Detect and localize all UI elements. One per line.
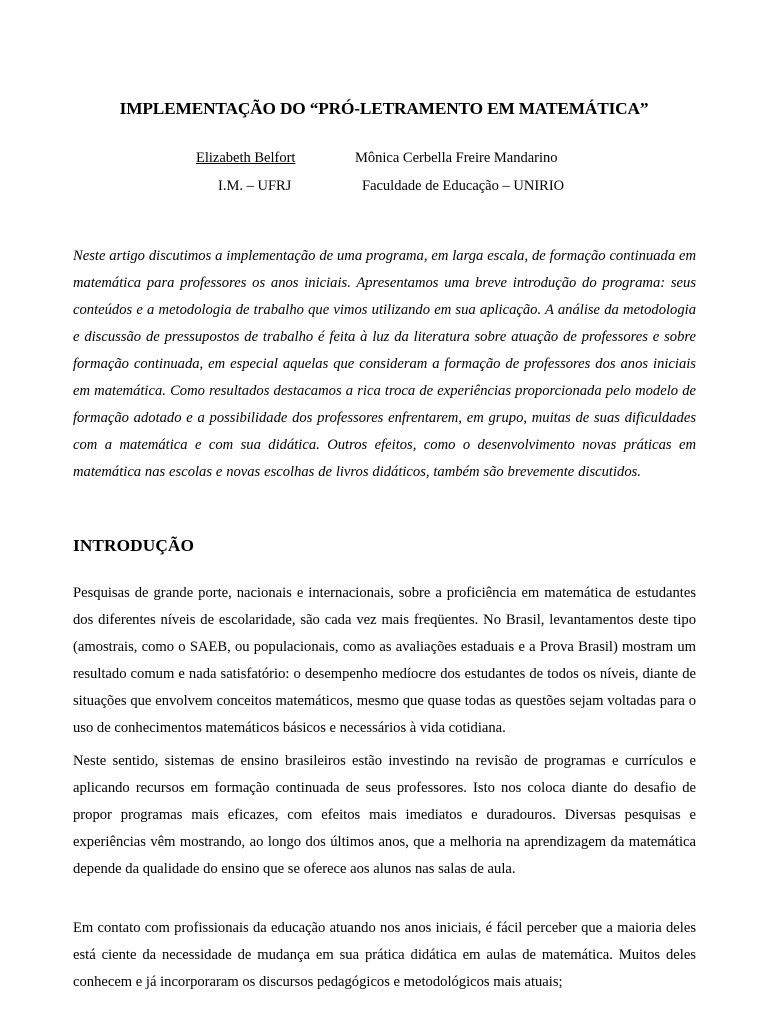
section-heading: INTRODUÇÃO	[73, 536, 195, 555]
abstract: Neste artigo discutimos a implementação de uma programa, em larga escala, de formação continuada em matemática para professores os anos iniciais. Apresentamos uma breve introdução do programa: seus conteúdos e a metodologia de trabalho que vimos utilizando em sua aplicação. A análise da metodologia e discussão de pressupostos de trabalho é feita à luz da literatura sobre atuação de professores e sobre formação continuada, em especial aquelas que consideram a formação de professores dos anos iniciais em matemática. Como resultados destacamos a rica troca de experiências proporcionada pelo modelo de formação adotado e a possibilidade dos professores enfrentarem, em grupo, muitas de suas dificuldades com a matemática e com sua didática. Outros efeitos, como o desenvolvimento novas práticas em matemática nas escolas e novas escolhas de livros didáticos, também são brevemente discutidos.	[73, 248, 696, 480]
body-paragraph: Neste sentido, sistemas de ensino brasileiros estão investindo na revisão de programas e currículos e aplicando recursos em formação continuada de seus professores. Isto nos coloca diante do desafio de propor programas mais eficazes, com efeitos mais imediatos e duradouros. Diversas pesquisas e experiências vêm mostrando, ao longo dos últimos anos, que a melhoria na aprendizagem da matemática depende da qualidade do ensino que se oferece aos alunos nas salas de aula.	[73, 753, 696, 877]
paper-title: IMPLEMENTAÇÃO DO “PRÓ-LETRAMENTO EM MATEMÁTICA”	[119, 99, 649, 118]
author-name: Mônica Cerbella Freire Mandarino	[355, 150, 558, 166]
body-paragraph: Pesquisas de grande porte, nacionais e internacionais, sobre a proficiência em matemática de estudantes dos diferentes níveis de escolaridade, são cada vez mais freqüentes. No Brasil, levantamentos deste tipo (amostrais, como o SAEB, ou populacionais, como as avaliações estaduais e a Prova Brasil) mostram um resultado comum e nada satisfatório: o desempenho medíocre dos estudantes de todos os níveis, diante de situações que envolvem conceitos matemáticos, mesmo que quase todas as questões sejam voltadas para o uso de conhecimentos matemáticos básicos e necessários à vida cotidiana.	[73, 585, 696, 736]
author-affiliation: Faculdade de Educação – UNIRIO	[362, 178, 565, 194]
author-name: Elizabeth Belfort	[196, 150, 296, 166]
body-paragraph: Em contato com profissionais da educação atuando nos anos iniciais, é fácil perceber que a maioria deles está ciente da necessidade de mudança em sua prática didática em aulas de matemática. Muitos deles conhecem e já incorporaram os discursos pedagógicos e metodológicos mais atuais;	[73, 920, 696, 990]
author-affiliation: I.M. – UFRJ	[218, 178, 292, 194]
